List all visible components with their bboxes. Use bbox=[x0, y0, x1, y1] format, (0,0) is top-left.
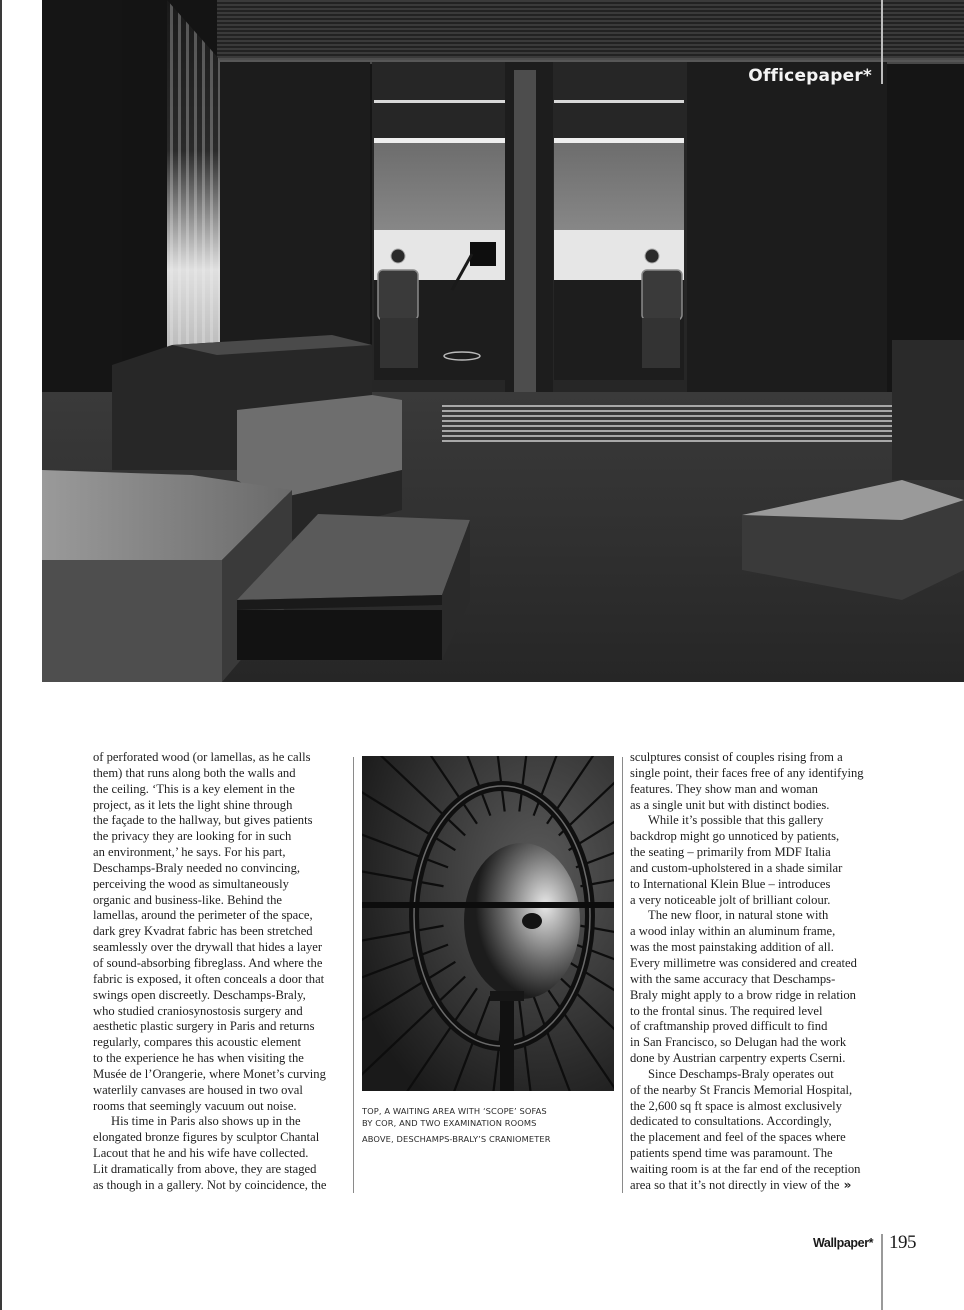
article-line: as a single unit but with distinct bodies. bbox=[630, 797, 830, 812]
article-line: Deschamps-Braly needed no convincing, bbox=[93, 860, 301, 875]
article-line: dedicated to consultations. Accordingly, bbox=[630, 1114, 832, 1129]
caption-above: ABOVE, DESCHAMPS-BRALY’S CRANIOMETER bbox=[362, 1134, 551, 1144]
article-line: features. They show man and woman bbox=[630, 781, 818, 796]
article-line: regularly, compares this acoustic element bbox=[93, 1035, 301, 1050]
article-column-1 bbox=[93, 750, 348, 1194]
footer-brand-logo: Wallpaper* bbox=[813, 1236, 874, 1250]
section-tag: Officepaper* bbox=[748, 66, 872, 86]
article-line: a very noticeable jolt of brilliant colour. bbox=[630, 892, 831, 907]
article-line: in San Francisco, so Delugan had the work bbox=[630, 1035, 847, 1050]
article-line: aesthetic plastic surgery in Paris and returns bbox=[93, 1019, 315, 1034]
article-line: area so that it’s not directly in view of the » bbox=[630, 1177, 852, 1192]
article-line: The new floor, in natural stone with bbox=[648, 908, 829, 923]
article-line: His time in Paris also shows up in the bbox=[111, 1114, 301, 1129]
article-line: Braly might apply to a brow ridge in relation bbox=[630, 987, 856, 1002]
article-line: of perforated wood (or lamellas, as he calls bbox=[93, 750, 311, 764]
craniometer-photo bbox=[362, 756, 614, 1091]
article-line: of sound-absorbing fibreglass. And where the bbox=[93, 955, 323, 970]
continue-arrow-icon: » bbox=[839, 1177, 852, 1192]
article-line: waterlily canvases are housed in two oval bbox=[93, 1082, 303, 1097]
article-line: Lacout that he and his wife have collected. bbox=[93, 1146, 309, 1161]
article-line: with the same accuracy that Deschamps- bbox=[630, 971, 836, 986]
article-line: Musée de l’Orangerie, where Monet’s curving bbox=[93, 1066, 326, 1081]
photo-caption bbox=[362, 1106, 612, 1146]
article-line: waiting room is at the far end of the reception bbox=[630, 1161, 861, 1176]
article-line: Since Deschamps-Braly operates out bbox=[648, 1066, 834, 1081]
article-column-3 bbox=[630, 750, 888, 1194]
article-line: was the most painstaking addition of all. bbox=[630, 940, 834, 955]
article-line: of craftmanship proved difficult to find bbox=[630, 1019, 828, 1034]
article-line: done by Austrian carpentry experts Cserni. bbox=[630, 1051, 846, 1066]
article-line: the privacy they are looking for in such bbox=[93, 829, 292, 844]
article-line: and custom-upholstered in a shade similar bbox=[630, 860, 843, 875]
article-line: the seating – primarily from MDF Italia bbox=[630, 845, 831, 860]
column-rule-left bbox=[353, 757, 354, 1193]
article-line: sculptures consist of couples rising from a bbox=[630, 750, 843, 764]
article-line: single point, their faces free of any identifying bbox=[630, 765, 864, 780]
article-line: the placement and feel of the spaces where bbox=[630, 1130, 846, 1145]
article-line: lamellas, around the perimeter of the space, bbox=[93, 908, 313, 923]
article-line: backdrop might go unnoticed by patients, bbox=[630, 829, 840, 844]
article-line: rooms that seemingly vacuum out noise. bbox=[93, 1098, 297, 1113]
article-line: of the nearby St Francis Memorial Hospital, bbox=[630, 1082, 853, 1097]
hero-photo-waiting-area bbox=[42, 0, 964, 682]
article-line: to the frontal sinus. The required level bbox=[630, 1003, 823, 1018]
caption-top-line-2: BY COR, AND TWO EXAMINATION ROOMS bbox=[362, 1117, 537, 1128]
folio-rule-top bbox=[881, 0, 883, 84]
craniometer-illustration bbox=[362, 756, 614, 1091]
article-line: as though in a gallery. Not by coincidence, the bbox=[93, 1177, 327, 1192]
article-line: patients spend time was paramount. The bbox=[630, 1146, 833, 1161]
article-line: Every millimetre was considered and created bbox=[630, 955, 857, 970]
article-line: While it’s possible that this gallery bbox=[648, 813, 824, 828]
page-number: 195 bbox=[889, 1232, 916, 1253]
article-line: to the experience he has when visiting the bbox=[93, 1051, 304, 1066]
article-line: the 2,600 sq ft space is almost exclusively bbox=[630, 1098, 842, 1113]
article-line: perceiving the wood as simultaneously bbox=[93, 876, 289, 891]
article-line: who studied craniosynostosis surgery and bbox=[93, 1003, 303, 1018]
page-edge-rule bbox=[0, 0, 2, 1310]
article-line: elongated bronze figures by sculptor Chantal bbox=[93, 1130, 320, 1145]
article-line: seamlessly over the drywall that hides a layer bbox=[93, 940, 323, 955]
article-line: to International Klein Blue – introduces bbox=[630, 876, 831, 891]
article-line: fabric is exposed, it often conceals a door that bbox=[93, 971, 325, 986]
article-line: swings open discreetly. Deschamps-Braly, bbox=[93, 987, 306, 1002]
article-line: Lit dramatically from above, they are staged bbox=[93, 1161, 317, 1176]
article-line: the façade to the hallway, but gives patients bbox=[93, 813, 313, 828]
article-line: the ceiling. ‘This is a key element in the bbox=[93, 781, 295, 796]
article-line: them) that runs along both the walls and bbox=[93, 765, 296, 780]
article-line: project, as it lets the light shine through bbox=[93, 797, 293, 812]
article-line: dark grey Kvadrat fabric has been stretched bbox=[93, 924, 313, 939]
article-line: an environment,’ he says. For his part, bbox=[93, 845, 286, 860]
hero-photo-illustration bbox=[42, 0, 964, 682]
article-line: a wood inlay within an aluminum frame, bbox=[630, 924, 836, 939]
caption-top-line-1: TOP, A WAITING AREA WITH ‘SCOPE’ SOFAS bbox=[362, 1106, 547, 1116]
footer-rule bbox=[881, 1234, 883, 1310]
article-line: organic and business-like. Behind the bbox=[93, 892, 282, 907]
column-rule-right bbox=[622, 757, 623, 1193]
